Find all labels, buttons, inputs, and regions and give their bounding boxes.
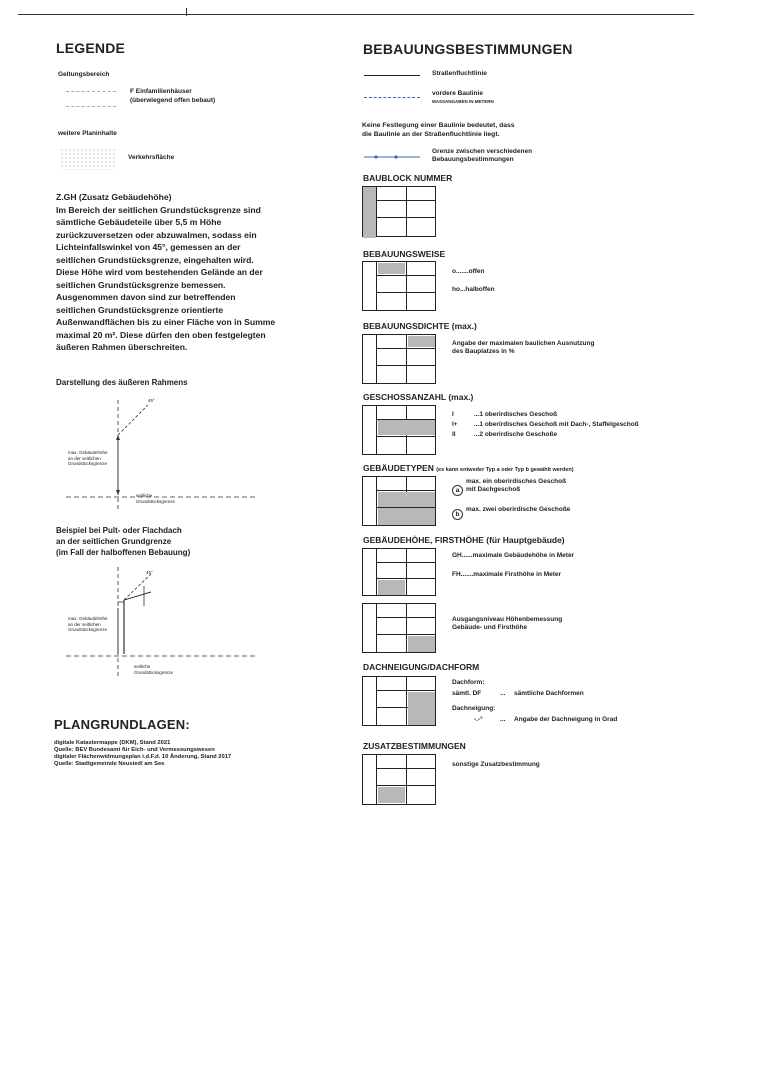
hoehe-box-2 <box>362 603 436 653</box>
baublock-heading: BAUBLOCK NUMMER <box>363 173 453 183</box>
plangrundlagen-title: PLANGRUNDLAGEN: <box>54 717 190 732</box>
dichte-heading: BEBAUUNGSDICHTE (max.) <box>363 321 477 331</box>
zone-label: F Einfamilienhäuser <box>130 88 192 95</box>
zone-symbol <box>66 88 116 110</box>
dachform-row: sämtl. DF ... sämtliche Dachformen <box>452 690 584 697</box>
grenze-label: Grenze zwischen verschiedenen Bebauungsbestimmungen <box>432 148 533 163</box>
hoehe-heading: GEBÄUDEHÖHE, FIRSTHÖHE (für Hauptgebäude) <box>363 535 565 545</box>
diagram1-title: Darstellung des äußeren Rahmens <box>56 378 188 387</box>
diagram2-left-label: max. Gebäudehöhe an der seitlichen Grundstücksgrenze <box>68 616 108 632</box>
dach-heading: DACHNEIGUNG/DACHFORM <box>363 662 480 672</box>
dachneigung-row: -.-° ... Angabe der Dachneigung in Grad <box>474 716 618 723</box>
typen-box <box>362 476 436 526</box>
grenze-symbol <box>362 151 422 163</box>
legend-title: LEGENDE <box>56 40 126 56</box>
verkehr-label: Verkehrsfläche <box>128 154 175 161</box>
geschoss-row: I+ ...1 oberirdisches Geschoß mit Dach-, Staffelgeschoß <box>452 421 639 428</box>
zgh-title: Z.GH (Zusatz Gebäudehöhe) <box>56 192 172 202</box>
top-rule <box>18 14 694 15</box>
geltungsbereich-label: Geltungsbereich <box>58 71 110 78</box>
strassen-symbol <box>364 75 420 76</box>
hoehe-box-1 <box>362 548 436 596</box>
top-tick <box>186 8 187 16</box>
keine-note: Keine Festlegung einer Baulinie bedeutet, dass die Baulinie an der Straßenfluchtlinie liegt. <box>362 122 515 138</box>
zgh-line: Lichteinfallswinkel von 45°, gemessen an der <box>56 242 241 252</box>
diagram1-angle: 45° <box>148 398 155 403</box>
zgh-line: seitlichen Grundstücksgrenze orientierte <box>56 304 224 315</box>
diagram2-angle: 45° <box>146 570 153 575</box>
dichte-desc: Angabe der maximalen baulichen Ausnutzung des Bauplatzes in % <box>452 340 595 355</box>
zusatz-box <box>362 754 436 805</box>
ausgang-desc: Ausgangsniveau Höhenbemessung Gebäude- und Firsthöhe <box>452 616 563 631</box>
zgh-line: Außenwandflächen bis zu einer Fläche von in Summe <box>56 317 276 327</box>
massangaben-label: MASSANGABEN IN METERN <box>432 99 494 104</box>
zusatz-desc: sonstige Zusatzbestimmung <box>452 761 540 768</box>
bauweise-heading: BEBAUUNGSWEISE <box>363 249 446 259</box>
geschoss-box <box>362 405 436 455</box>
diagram1-left-label: max. Gebäudehöhe an der seitlichen Grundstücksgrenze <box>68 450 108 466</box>
typen-heading: GEBÄUDETYPEN (es kann entweder Typ a oder Typ b gewählt werden) <box>363 463 574 473</box>
geschoss-row: I ...1 oberirdisches Geschoß <box>452 411 558 418</box>
baublock-box <box>362 186 436 237</box>
dach-box <box>362 676 436 726</box>
typ-b-marker: b <box>452 503 463 521</box>
diagram1-bottom-label: seitliche Grundstücksgrenze <box>136 493 176 504</box>
typ-b-desc: max. zwei oberirdische Geschoße <box>466 506 571 513</box>
gh-desc: GH......maximale Gebäudehöhe in Meter <box>452 552 575 559</box>
bauweise-o: o.......offen <box>452 268 485 275</box>
zgh-line: seitlichen Grundstücksgrenze, eingehalten wird. <box>56 254 254 265</box>
dichte-box <box>362 334 436 384</box>
fh-desc: FH.......maximale Firsthöhe in Meter <box>452 571 562 578</box>
geschoss-list <box>452 410 639 440</box>
dachform-label: Dachform: <box>452 679 485 686</box>
zgh-line: Ausgenommen davon sind zur betreffenden <box>56 292 236 302</box>
typ-a-marker: a <box>452 479 463 497</box>
bauweise-box <box>362 261 436 311</box>
baulinie-label: vordere Baulinie <box>432 90 483 97</box>
zgh-line: Diese Höhe wird vom bestehenden Gelände an der <box>56 267 263 277</box>
weitere-label: weitere Planinhalte <box>58 130 117 137</box>
bauweise-ho: ho...halboffen <box>452 286 495 293</box>
verkehr-symbol <box>60 148 116 170</box>
zusatz-heading: ZUSATZBESTIMMUNGEN <box>363 741 466 751</box>
geschoss-heading: GESCHOSSANZAHL (max.) <box>363 392 474 402</box>
zgh-block <box>56 191 316 354</box>
zgh-line: seitlichen Grundstücksgrenze bemessen. <box>56 279 226 290</box>
zgh-line: Im Bereich der seitlichen Grundstücksgrenze sind <box>56 204 261 215</box>
strassen-label: Straßenfluchtlinie <box>432 70 487 77</box>
diagram2-title: Beispiel bei Pult- oder Flachdach an der seitlichen Grundgrenze (im Fall der halboffenen Bebauung) <box>56 526 191 557</box>
typ-a-desc: max. ein oberirdisches Geschoß mit Dachgeschoß <box>466 478 567 493</box>
zgh-line: zurückzuversetzen oder abzuwalmen, sodass ein <box>56 229 257 240</box>
geschoss-row: II ...2 oberirdische Geschoße <box>452 431 558 438</box>
zgh-line: äußeren Rahmen überschreiten. <box>56 342 188 352</box>
dachneigung-label: Dachneigung: <box>452 705 496 712</box>
zone-sub: (überwiegend offen bebaut) <box>130 97 216 104</box>
plangrundlagen-list: digitale Katastermappe (DKM), Stand 2021 Quelle: BEV Bundesamt für Eich- und Vermessungswesen digitaler Flächenwidmungsplan i.d.F.d. 10 Änderung, Stand 2017 Quelle: Stadtgemeinde Neusiedl am See <box>54 740 232 767</box>
bb-title: BEBAUUNGSBESTIMMUNGEN <box>363 41 573 57</box>
zgh-line: maximal 20 m². Diese dürfen den oben festgelegten <box>56 329 266 340</box>
zgh-line: sämtliche Gebäudeteile über 5,5 m Höhe <box>56 217 222 227</box>
baulinie-symbol <box>364 97 420 98</box>
diagram2-bottom-label: seitliche Grundstücksgrenze <box>134 664 174 675</box>
